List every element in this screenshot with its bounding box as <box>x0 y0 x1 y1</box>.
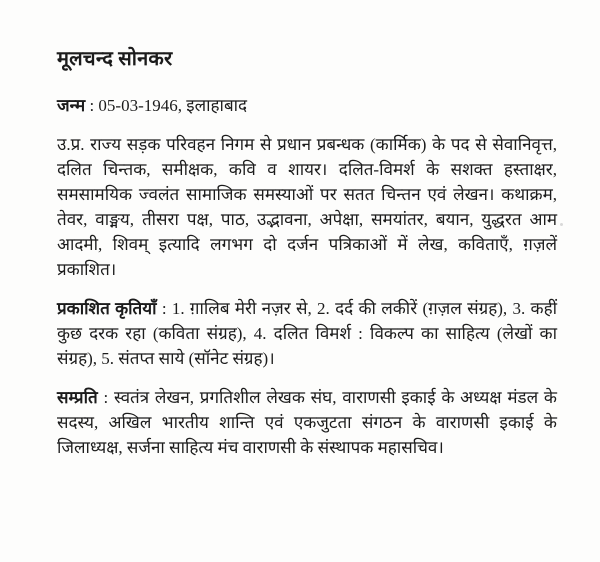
birth-value: : 05-03-1946, इलाहाबाद <box>89 96 248 115</box>
page-content <box>57 44 557 474</box>
current-engagements-text: : स्वतंत्र लेखन, प्रगतिशील लेखक संघ, वाराणसी इकाई के अध्यक्ष मंडल के सदस्य, अखिल भारतीय शान्ति एवं एकजुटता संगठन के वाराणसी इकाई के जिलाध्यक्ष, सर्जना साहित्य मंच वाराणसी के संस्थापक महासचिव। <box>57 388 557 457</box>
published-works-text: : 1. ग़ालिब मेरी नज़र से, 2. दर्द की लकीरें (ग़ज़ल संग्रह), 3. कहीं कुछ दरक रहा (कविता संग्रह), 4. दलित विमर्श : विकल्प का साहित्य (लेखों का संग्रह), 5. संतप्त साये (सॉनेट संग्रह)। <box>57 299 557 368</box>
birth-line <box>57 93 557 116</box>
bio-paragraph <box>57 132 557 282</box>
page-title: मूलचन्द सोनकर <box>57 48 173 70</box>
current-engagements-paragraph <box>57 385 557 460</box>
bio-paragraph-text: उ.प्र. राज्य सड़क परिवहन निगम से प्रधान प्रबन्धक (कार्मिक) के पद से सेवानिवृत्त, दलित चिन्तक, समीक्षक, कवि व शायर। दलित-विमर्श के सशक्त हस्ताक्षर, समसामयिक ज्वलंत सामाजिक समस्याओं पर सतत चिन्तन एवं लेखन। कथाक्रम, तेवर, वाङ्मय, तीसरा पक्ष, पाठ, उद्भावना, अपेक्षा, समयांतर, बयान, युद्धरत आम आदमी, शिवम् इत्यादि लगभग दो दर्जन पत्रिकाओं में लेख, कविताएँ, ग़ज़लें प्रकाशित। <box>57 135 557 279</box>
published-works-label: प्रकाशित कृतियाँ <box>57 299 157 318</box>
current-engagements-label: सम्प्रति <box>57 388 98 407</box>
scan-speck <box>560 223 563 226</box>
birth-label: जन्म <box>57 96 86 115</box>
published-works-paragraph <box>57 296 557 371</box>
